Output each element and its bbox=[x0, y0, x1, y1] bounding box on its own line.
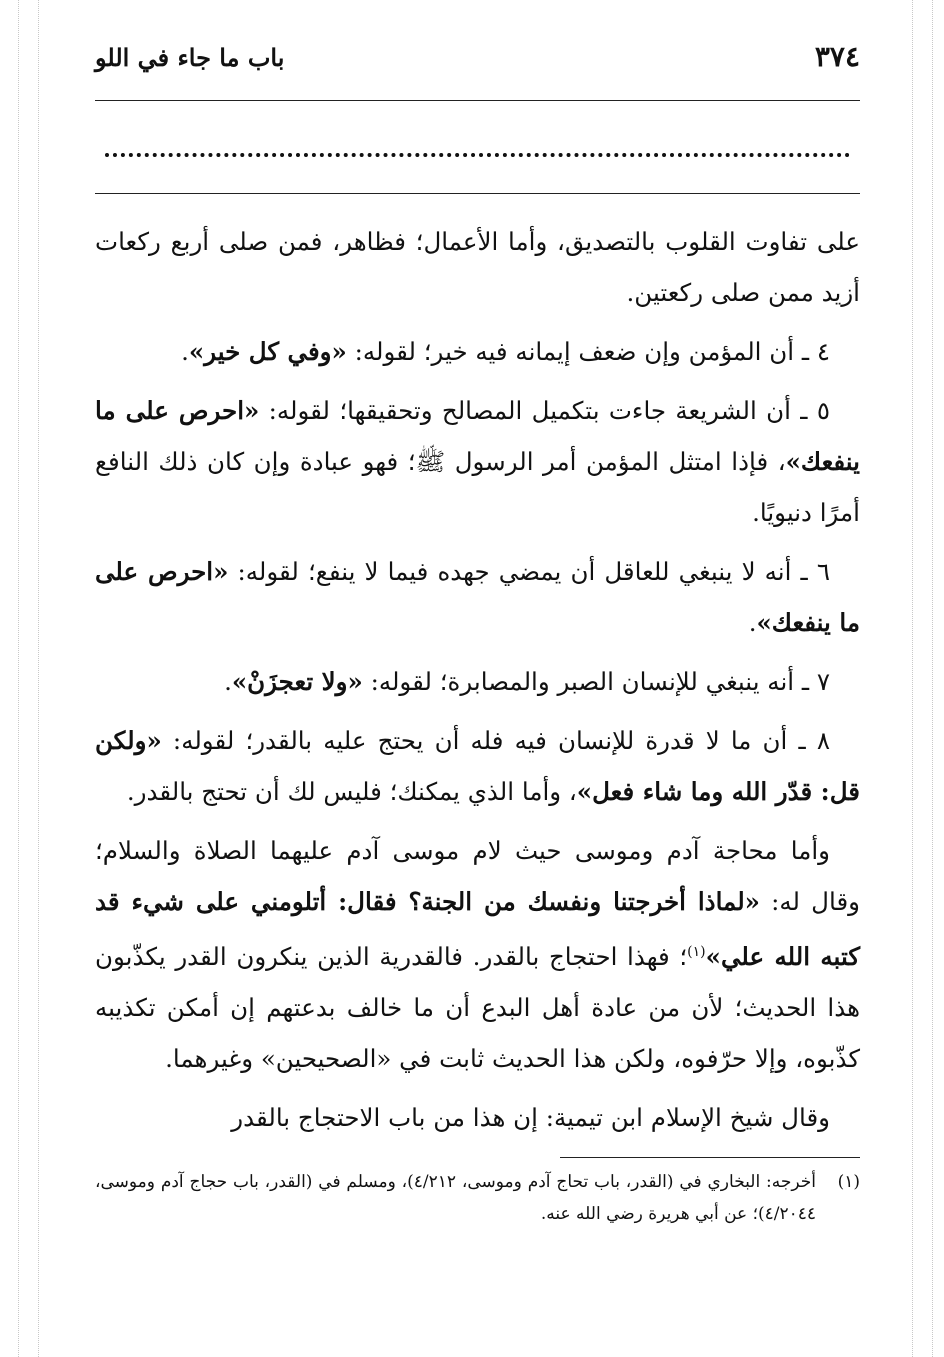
footnote-ref: (١) bbox=[687, 944, 706, 960]
paragraph-point-6: ٦ ـ أنه لا ينبغي للعاقل أن يمضي جهده فيما لا ينفع؛ لقوله: «احرص على ما ينفعك». bbox=[95, 557, 860, 637]
footnote bbox=[95, 1166, 860, 1230]
hadith-quote: «لماذا أخرجتنا ونفسك من الجنة؟ فقال: أتلومني على شيء قد كتبه الله علي» bbox=[95, 887, 860, 972]
hadith-quote: «وفي كل خير» bbox=[188, 337, 347, 366]
body-text bbox=[95, 216, 860, 1143]
paragraph-ibn-taymiyya: وقال شيخ الإسلام ابن تيمية: إن هذا من باب الاحتجاج بالقدر bbox=[231, 1103, 830, 1133]
hadith-quote: «ولكن قل: قدّر الله وما شاء فعل» bbox=[95, 726, 860, 806]
paragraph-point-7: ٧ ـ أنه ينبغي للإنسان الصبر والمصابرة؛ لقوله: «ولا تعجزَنْ». bbox=[224, 667, 830, 696]
paragraph-1: على تفاوت القلوب بالتصديق، وأما الأعمال؛ فظاهر، فمن صلى أربع ركعات أزيد ممن صلى ركعتين. bbox=[95, 227, 860, 307]
footnote-number: (١) bbox=[837, 1172, 860, 1193]
footnote-text: أخرجه: البخاري في (القدر، باب تحاج آدم وموسى، ٤/٢١٢)، ومسلم في (القدر، باب حجاج آدم وموسى، ٤/٢٠٤٤)؛ عن أبي هريرة رضي الله عنه. bbox=[95, 1172, 816, 1225]
page-header bbox=[95, 40, 860, 100]
paragraph-point-8: ٨ ـ أن ما لا قدرة للإنسان فيه فله أن يحتج عليه بالقدر؛ لقوله: «ولكن قل: قدّر الله وما شاء فعل»، وأما الذي يمكنك؛ فليس لك أن تحتج بالقدر. bbox=[95, 726, 860, 806]
running-title: باب ما جاء في اللو bbox=[95, 43, 285, 72]
section-rule bbox=[95, 193, 860, 194]
margin-guide-right-outer bbox=[932, 0, 933, 1357]
page-number: ٣٧٤ bbox=[814, 40, 860, 73]
header-rule bbox=[95, 100, 860, 101]
hadith-quote: «احرص على ما ينفعك» bbox=[95, 557, 860, 637]
dotted-separator bbox=[105, 153, 850, 157]
footnote-rule bbox=[560, 1157, 860, 1158]
hadith-quote: «ولا تعجزَنْ» bbox=[231, 667, 363, 696]
paragraph-point-4: ٤ ـ أن المؤمن وإن ضعف إيمانه فيه خير؛ لقوله: «وفي كل خير». bbox=[181, 337, 830, 366]
book-page bbox=[95, 40, 860, 1230]
paragraph-adam-moses: وأما محاجة آدم وموسى حيث لام موسى آدم عليهما الصلاة والسلام؛ وقال له: «لماذا أخرجتنا ونفسك من الجنة؟ فقال: أتلومني على شيء قد كتبه الله علي»$^{(١)}$؛ فهذا احتجاج بالقدر. فالقدرية الذين ينكرون القدر يكذّبون هذا الحديث؛ لأن من عادة أهل البدع أن ما خالف بدعتهم إن أمكن تكذيبه كذّبوه، وإلا حرّفوه، ولكن هذا الحديث ثابت في «الصحيحين» وغيرهما. bbox=[95, 836, 860, 1074]
margin-guide-right bbox=[912, 0, 913, 1357]
hadith-quote: «احرص على ما ينفعك» bbox=[95, 396, 860, 476]
paragraph-point-5: ٥ ـ أن الشريعة جاءت بتكميل المصالح وتحقيقها؛ لقوله: «احرص على ما ينفعك»، فإذا امتثل المؤمن أمر الرسول ﷺ؛ فهو عبادة وإن كان ذلك النافع أمرًا دنيويًا. bbox=[95, 396, 860, 527]
margin-guide-left-inner bbox=[38, 0, 39, 1357]
margin-guide-left bbox=[18, 0, 19, 1357]
